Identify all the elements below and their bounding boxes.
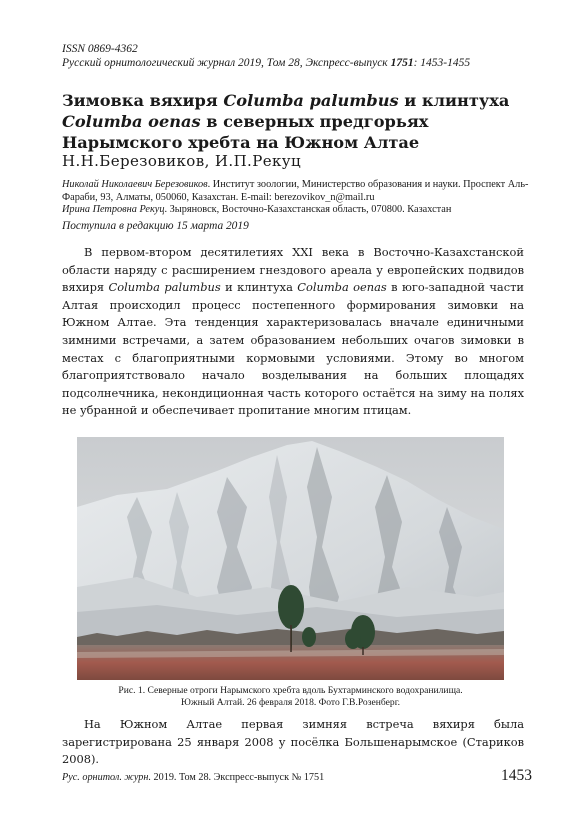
affiliation-1: [62, 179, 532, 204]
page-footer: [62, 768, 532, 788]
journal-header: [62, 42, 532, 70]
footer-journal-rest: 2019. Том 28. Экспресс-выпуск № 1751: [151, 772, 325, 783]
body-paragraph-2: На Южном Алтае первая зимняя встреча вяхиря была зарегистрирована 25 января 2008 у посёлка Большенарымское (Стариков 2008).: [62, 717, 524, 767]
journal-line-suffix: : 1453-1455: [413, 57, 471, 69]
title-species-2: Columba oenas: [62, 112, 201, 131]
article-authors: Н.Н.Березовиков, И.П.Рекуц: [62, 152, 302, 170]
issue-number: 1751: [390, 57, 414, 69]
author-affiliations: [62, 179, 532, 217]
affiliation-2: [62, 204, 532, 217]
title-text-2: и клинтуха: [398, 91, 510, 110]
journal-line-prefix: Русский орнитологический журнал 2019, Том 28, Экспресс-выпуск: [62, 57, 391, 69]
body-paragraph-1: [62, 244, 524, 420]
journal-citation-line: [62, 56, 532, 70]
p1-species-2: Columba oenas: [297, 280, 387, 295]
issn: ISSN 0869-4362: [62, 43, 138, 55]
article-title: [62, 90, 532, 153]
page-number: 1453: [501, 767, 532, 784]
title-text-1: Зимовка вяхиря: [62, 91, 224, 110]
caption-line-1: Рис. 1. Северные отроги Нарымского хребта вдоль Бухтарминского водохранилища.: [118, 685, 463, 696]
p1-text-b: и клинтуха: [220, 280, 298, 295]
title-text-3: в северных предгорьях Нарымского хребта на Южном Алтае: [62, 112, 429, 152]
author1-details: . Институт зоологии, Министерство образования и науки. Проспект Аль-Фараби, 93, Алматы, 050060, Казахстан. E-mail: berezovikov_n@mail.ru: [62, 179, 529, 203]
caption-line-2: Южный Алтай. 26 февраля 2018. Фото Г.В.Розенберг.: [181, 697, 400, 708]
author2-details: . Зыряновск, Восточно-Казахстанская область, 070800. Казахстан: [164, 204, 452, 216]
p1-text-c: в юго-западной части Алтая происходил процесс постепенного формирования зимовки на Южном Алтае. Эта тенденция характеризовалась вначале единичными зимними встречами, а затем образованием небольших очагов зимовки в местах с благоприятными кормовыми условиями. Этому во многом благоприятствовало начало возделывания на больших площадях подсолнечника, некондиционная часть которого остаётся на зиму на полях не убранной и обеспечивает пропитание многим птицам.: [62, 280, 524, 418]
footer-citation: [62, 772, 324, 783]
p1-text-a: В первом-втором десятилетиях XXI века в Восточно-Казахстанской области наряду с расширением гнездового ареала у европейских подвидов вяхиря: [62, 245, 524, 295]
figure-caption: [77, 685, 504, 709]
author1-name: Николай Николаевич Березовиков: [62, 179, 208, 190]
footer-journal-abbr: Рус. орнитол. журн.: [62, 772, 151, 783]
p1-species-1: Columba palumbus: [108, 280, 221, 295]
title-species-1: Columba palumbus: [223, 91, 399, 110]
received-date: Поступила в редакцию 15 марта 2019: [62, 220, 249, 232]
figure-photo-mountains: [77, 437, 504, 680]
author2-name: Ирина Петровна Рекуц: [62, 204, 165, 216]
